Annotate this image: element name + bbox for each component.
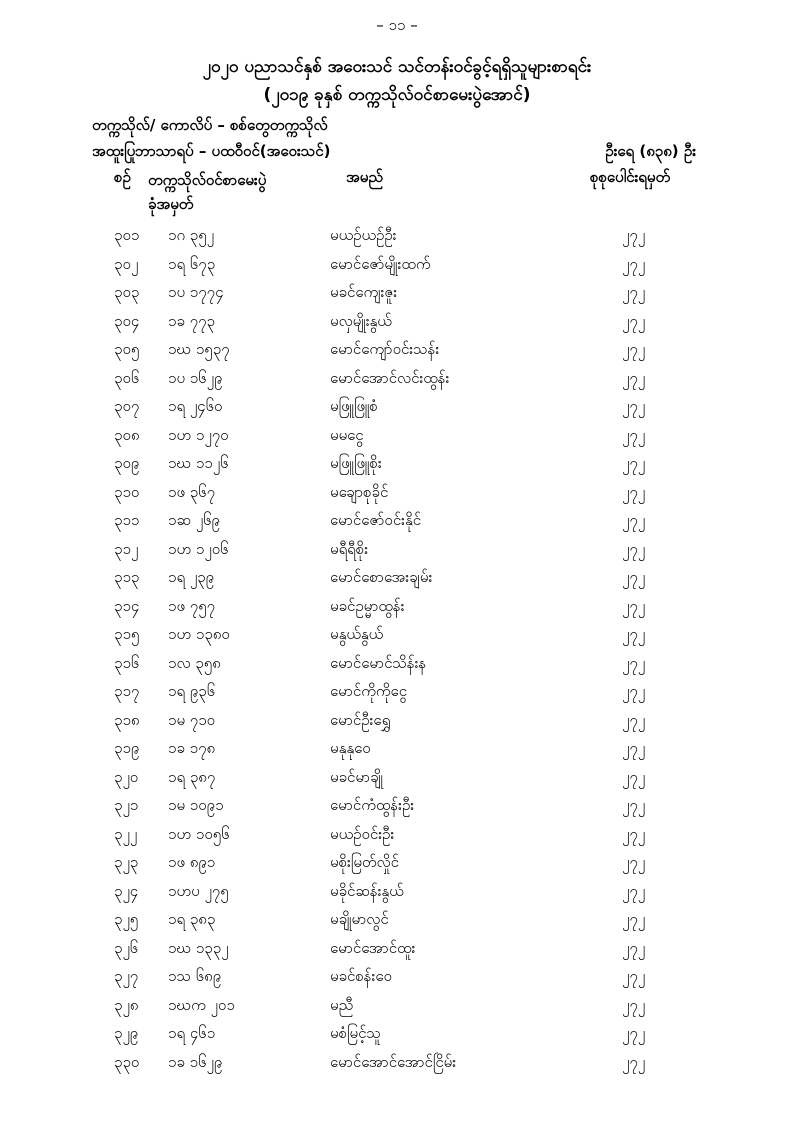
total-marks-cell: ၂၇၂ — [622, 682, 646, 700]
serial-no-cell: ၃၁၁ — [114, 511, 140, 529]
total-marks-cell: ၂၇၂ — [622, 511, 646, 529]
subject-line: အထူးပြုဘာသာရပ် – ပထဝီဝင်(အဝေးသင်) — [92, 142, 331, 160]
total-count: ဦးရေ (၈၃၈) ဦး — [605, 142, 696, 160]
roll-number-cell: ၁ရ ၆၇၃ — [168, 254, 216, 273]
serial-no-cell: ၃၀၃ — [114, 283, 140, 301]
roll-number-cell: ၁ဃ ၁၅၃၇ — [168, 340, 230, 358]
name-cell: မညီ — [330, 995, 354, 1014]
document-subtitle: (၂၀၁၉ ခုနှစ် တက္ကသိုလ်ဝင်စာမေးပွဲအောင်) — [263, 85, 531, 105]
page-number: – ၁၁ – — [376, 16, 418, 34]
table-row — [0, 279, 794, 308]
table-row — [0, 707, 794, 736]
table-row — [0, 764, 794, 793]
name-cell: မချိုမာလွင် — [330, 910, 389, 928]
name-cell: မောင်ဦးရွှေ — [330, 710, 391, 729]
serial-no-cell: ၃၁၇ — [114, 682, 140, 700]
table-row — [0, 450, 794, 479]
serial-no-cell: ၃၂၅ — [114, 910, 139, 928]
name-cell: မောင်ကိုကိုငွေ — [330, 682, 408, 700]
table-row — [0, 422, 794, 451]
table-row — [0, 593, 794, 622]
serial-no-cell: ၃၃၀ — [114, 1052, 140, 1071]
roll-number-cell: ၁မ ၇၁၀ — [168, 710, 216, 729]
table-row — [0, 821, 794, 850]
roll-number-cell: ၁ပ ၁၆၂၉ — [168, 368, 223, 387]
total-marks-cell: ၂၇၂ — [622, 283, 646, 301]
serial-no-cell: ၃၀၁ — [114, 226, 140, 244]
name-cell: မောင်ဇော်မျိုးထက် — [330, 254, 431, 273]
total-marks-cell: ၂၇၂ — [622, 254, 646, 273]
table-row — [0, 479, 794, 508]
roll-number-cell: ၁ဟ ၁၂၀၆ — [168, 539, 229, 558]
total-marks-cell: ၂၇၂ — [622, 796, 646, 814]
serial-no-cell: ၃၁၈ — [114, 710, 140, 729]
table-row — [0, 935, 794, 964]
name-cell: မောင်အောင်လင်းထွန်း — [330, 368, 450, 387]
total-marks-cell: ၂၇၂ — [622, 910, 646, 928]
roll-number-cell: ၁ဟ ၁၃၈၀ — [168, 625, 230, 643]
name-cell: မနုနုဝေ — [330, 739, 371, 757]
name-cell: မောင်မောင်သိန်းန — [330, 653, 427, 672]
roll-number-cell: ၁ပ ၁၇၇၄ — [168, 283, 224, 301]
name-cell: မခင်ကျေးဇူး — [330, 283, 398, 301]
name-cell: မလှမျိုးနွယ် — [330, 311, 392, 330]
total-marks-cell: ၂၇၂ — [622, 454, 646, 472]
serial-no-cell: ၃၂၂ — [114, 824, 138, 843]
name-cell: မောင်ကျော်ဝင်းသန်း — [330, 340, 440, 358]
roll-number-cell: ၁ဖ ၇၅၇ — [168, 596, 216, 615]
table-row — [0, 849, 794, 878]
table-row — [0, 621, 794, 650]
total-marks-cell: ၂၇၂ — [622, 767, 646, 786]
total-marks-cell: ၂၇၂ — [622, 482, 646, 501]
roll-number-cell: ၁ခ ၁၇၈ — [168, 739, 216, 757]
roll-number-cell: ၁ဟ ၁၂၇၀ — [168, 425, 229, 444]
table-row — [0, 251, 794, 280]
serial-no-cell: ၃၁၅ — [114, 625, 140, 643]
header-roll-line1: တက္ကသိုလ်ဝင်စာမေးပွဲ — [148, 171, 267, 189]
total-marks-cell: ၂၇၂ — [622, 539, 646, 558]
table-row — [0, 1020, 794, 1049]
table-row — [0, 336, 794, 365]
student-table — [0, 222, 794, 1077]
name-cell: မောင်အောင်ထူး — [330, 938, 416, 957]
name-cell: မယဉ်ဝင်းဦး — [330, 824, 395, 843]
name-cell: မခင်ဥမ္မာထွန်း — [330, 596, 405, 615]
serial-no-cell: ၃၀၈ — [114, 425, 140, 444]
header-total-marks: စုစုပေါင်းရမှတ် — [590, 168, 671, 186]
roll-number-cell: ၁ရ ၂၄၆၀ — [168, 397, 223, 415]
name-cell: မမငွေ — [330, 425, 364, 444]
name-cell: မခင်မာချို — [330, 767, 384, 786]
roll-number-cell: ၁ဃ ၁၃၃၂ — [168, 938, 229, 957]
serial-no-cell: ၃၀၇ — [114, 397, 140, 415]
name-cell: မစံမြင့်သူ — [330, 1024, 381, 1042]
serial-no-cell: ၃၂၇ — [114, 967, 139, 985]
serial-no-cell: ၃၂၆ — [114, 938, 139, 957]
roll-number-cell: ၁ဃက ၂၀၁ — [168, 995, 235, 1014]
table-row — [0, 507, 794, 536]
total-marks-cell: ၂၇၂ — [622, 625, 646, 643]
header-serial-no: စဉ် — [114, 168, 131, 186]
name-cell: မချောစုခိုင် — [330, 482, 389, 501]
total-marks-cell: ၂၇၂ — [622, 368, 646, 387]
roll-number-cell: ၁ခ ၇၇၃ — [168, 311, 215, 330]
table-row — [0, 735, 794, 764]
roll-number-cell: ၁မ ၁၀၉၁ — [168, 796, 224, 814]
name-cell: မရီရီစိုး — [330, 539, 369, 558]
table-row — [0, 536, 794, 565]
roll-number-cell: ၁ရ ၃၈၃ — [168, 910, 216, 928]
header-roll-number — [148, 168, 266, 216]
name-cell: မောင်ဇော်ဝင်းနိုင် — [330, 511, 422, 529]
roll-number-cell: ၁ရ ၄၆၁ — [168, 1024, 216, 1042]
name-cell: မဖြူဖြူစံ — [330, 397, 378, 415]
name-cell: မခင်စန်းဝေ — [330, 967, 392, 985]
serial-no-cell: ၃၁၉ — [114, 739, 140, 757]
serial-no-cell: ၃၀၄ — [114, 311, 140, 330]
name-cell: မောင်ကံထွန်းဦး — [330, 796, 415, 814]
serial-no-cell: ၃၁၆ — [114, 653, 140, 672]
table-row — [0, 222, 794, 251]
total-marks-cell: ၂၇၂ — [622, 995, 646, 1014]
total-marks-cell: ၂၇၂ — [622, 824, 646, 843]
serial-no-cell: ၃၀၅ — [114, 340, 140, 358]
name-cell: မနွယ်နွယ် — [330, 625, 384, 643]
total-marks-cell: ၂၇၂ — [622, 226, 646, 244]
total-marks-cell: ၂၇၂ — [622, 1052, 646, 1071]
roll-number-cell: ၁ရ ၃၈၇ — [168, 767, 216, 786]
roll-number-cell: ၁ဖ ၈၉၁ — [168, 853, 216, 871]
name-cell: မောင်စောအေးချမ်း — [330, 568, 433, 586]
roll-number-cell: ၁ဆ ၂၆၉ — [168, 511, 220, 529]
roll-number-cell: ၁ဃ ၁၁၂၆ — [168, 454, 229, 472]
name-cell: မယဉ်ယဉ်ဦး — [330, 226, 397, 244]
serial-no-cell: ၃၀၉ — [114, 454, 140, 472]
university-line: တက္ကသိုလ်/ ကောလိပ် – စစ်တွေတက္ကသိုလ် — [92, 116, 328, 134]
table-row — [0, 878, 794, 907]
total-marks-cell: ၂၇၂ — [622, 653, 646, 672]
serial-no-cell: ၃၂၃ — [114, 853, 139, 871]
total-marks-cell: ၂၇၂ — [622, 340, 646, 358]
table-row — [0, 365, 794, 394]
roll-number-cell: ၁ဂ ၃၅၂ — [168, 226, 215, 244]
total-marks-cell: ၂၇၂ — [622, 568, 646, 586]
roll-number-cell: ၁ဖ ၃၆၇ — [168, 482, 216, 501]
serial-no-cell: ၃၂၁ — [114, 796, 139, 814]
header-roll-line2: ခုံအမှတ် — [148, 195, 194, 213]
table-row — [0, 1049, 794, 1078]
serial-no-cell: ၃၂၀ — [114, 767, 139, 786]
table-row — [0, 308, 794, 337]
roll-number-cell: ၁လ ၃၅၈ — [168, 653, 221, 672]
serial-no-cell: ၃၁၃ — [114, 568, 140, 586]
total-marks-cell: ၂၇၂ — [622, 710, 646, 729]
name-cell: မောင်အောင်အောင်ငြိမ်း — [330, 1052, 457, 1071]
total-marks-cell: ၂၇၂ — [622, 938, 646, 957]
total-marks-cell: ၂၇၂ — [622, 1024, 646, 1042]
table-row — [0, 992, 794, 1021]
total-marks-cell: ၂၇၂ — [622, 596, 646, 615]
total-marks-cell: ၂၇၂ — [622, 739, 646, 757]
table-row — [0, 650, 794, 679]
serial-no-cell: ၃၁၀ — [114, 482, 140, 501]
roll-number-cell: ၁ရ ၉၃၆ — [168, 682, 216, 700]
table-row — [0, 393, 794, 422]
serial-no-cell: ၃၂၉ — [114, 1024, 139, 1042]
total-marks-cell: ၂၇၂ — [622, 967, 646, 985]
name-cell: မစိုးမြတ်လှိုင် — [330, 853, 399, 871]
name-cell: မဖြူဖြူစိုး — [330, 454, 382, 472]
total-marks-cell: ၂၇၂ — [622, 425, 646, 444]
table-row — [0, 792, 794, 821]
serial-no-cell: ၃၂၈ — [114, 995, 139, 1014]
serial-no-cell: ၃၀၆ — [114, 368, 140, 387]
name-cell: မခိုင်ဆန်းနွယ် — [330, 881, 404, 900]
serial-no-cell: ၃၁၂ — [114, 539, 139, 558]
serial-no-cell: ၃၂၄ — [114, 881, 139, 900]
table-row — [0, 906, 794, 935]
roll-number-cell: ၁ဟ ၁၀၅၆ — [168, 824, 230, 843]
table-row — [0, 678, 794, 707]
roll-number-cell: ၁ခ ၁၆၂၉ — [168, 1052, 223, 1071]
table-row — [0, 564, 794, 593]
header-name: အမည် — [346, 168, 383, 186]
total-marks-cell: ၂၇၂ — [622, 881, 646, 900]
roll-number-cell: ၁သ ၆၈၉ — [168, 967, 222, 985]
total-marks-cell: ၂၇၂ — [622, 397, 646, 415]
roll-number-cell: ၁ဟပ ၂၇၅ — [168, 881, 229, 900]
document-title: ၂၀၂၀ ပညာသင်နှစ် အဝေးသင် သင်တန်းဝင်ခွင့်ရရှိသူများစာရင်း — [202, 57, 592, 77]
serial-no-cell: ၃၁၄ — [114, 596, 140, 615]
total-marks-cell: ၂၇၂ — [622, 311, 646, 330]
roll-number-cell: ၁ရ ၂၃၉ — [168, 568, 215, 586]
serial-no-cell: ၃၀၂ — [114, 254, 139, 273]
table-row — [0, 963, 794, 992]
total-marks-cell: ၂၇၂ — [622, 853, 646, 871]
